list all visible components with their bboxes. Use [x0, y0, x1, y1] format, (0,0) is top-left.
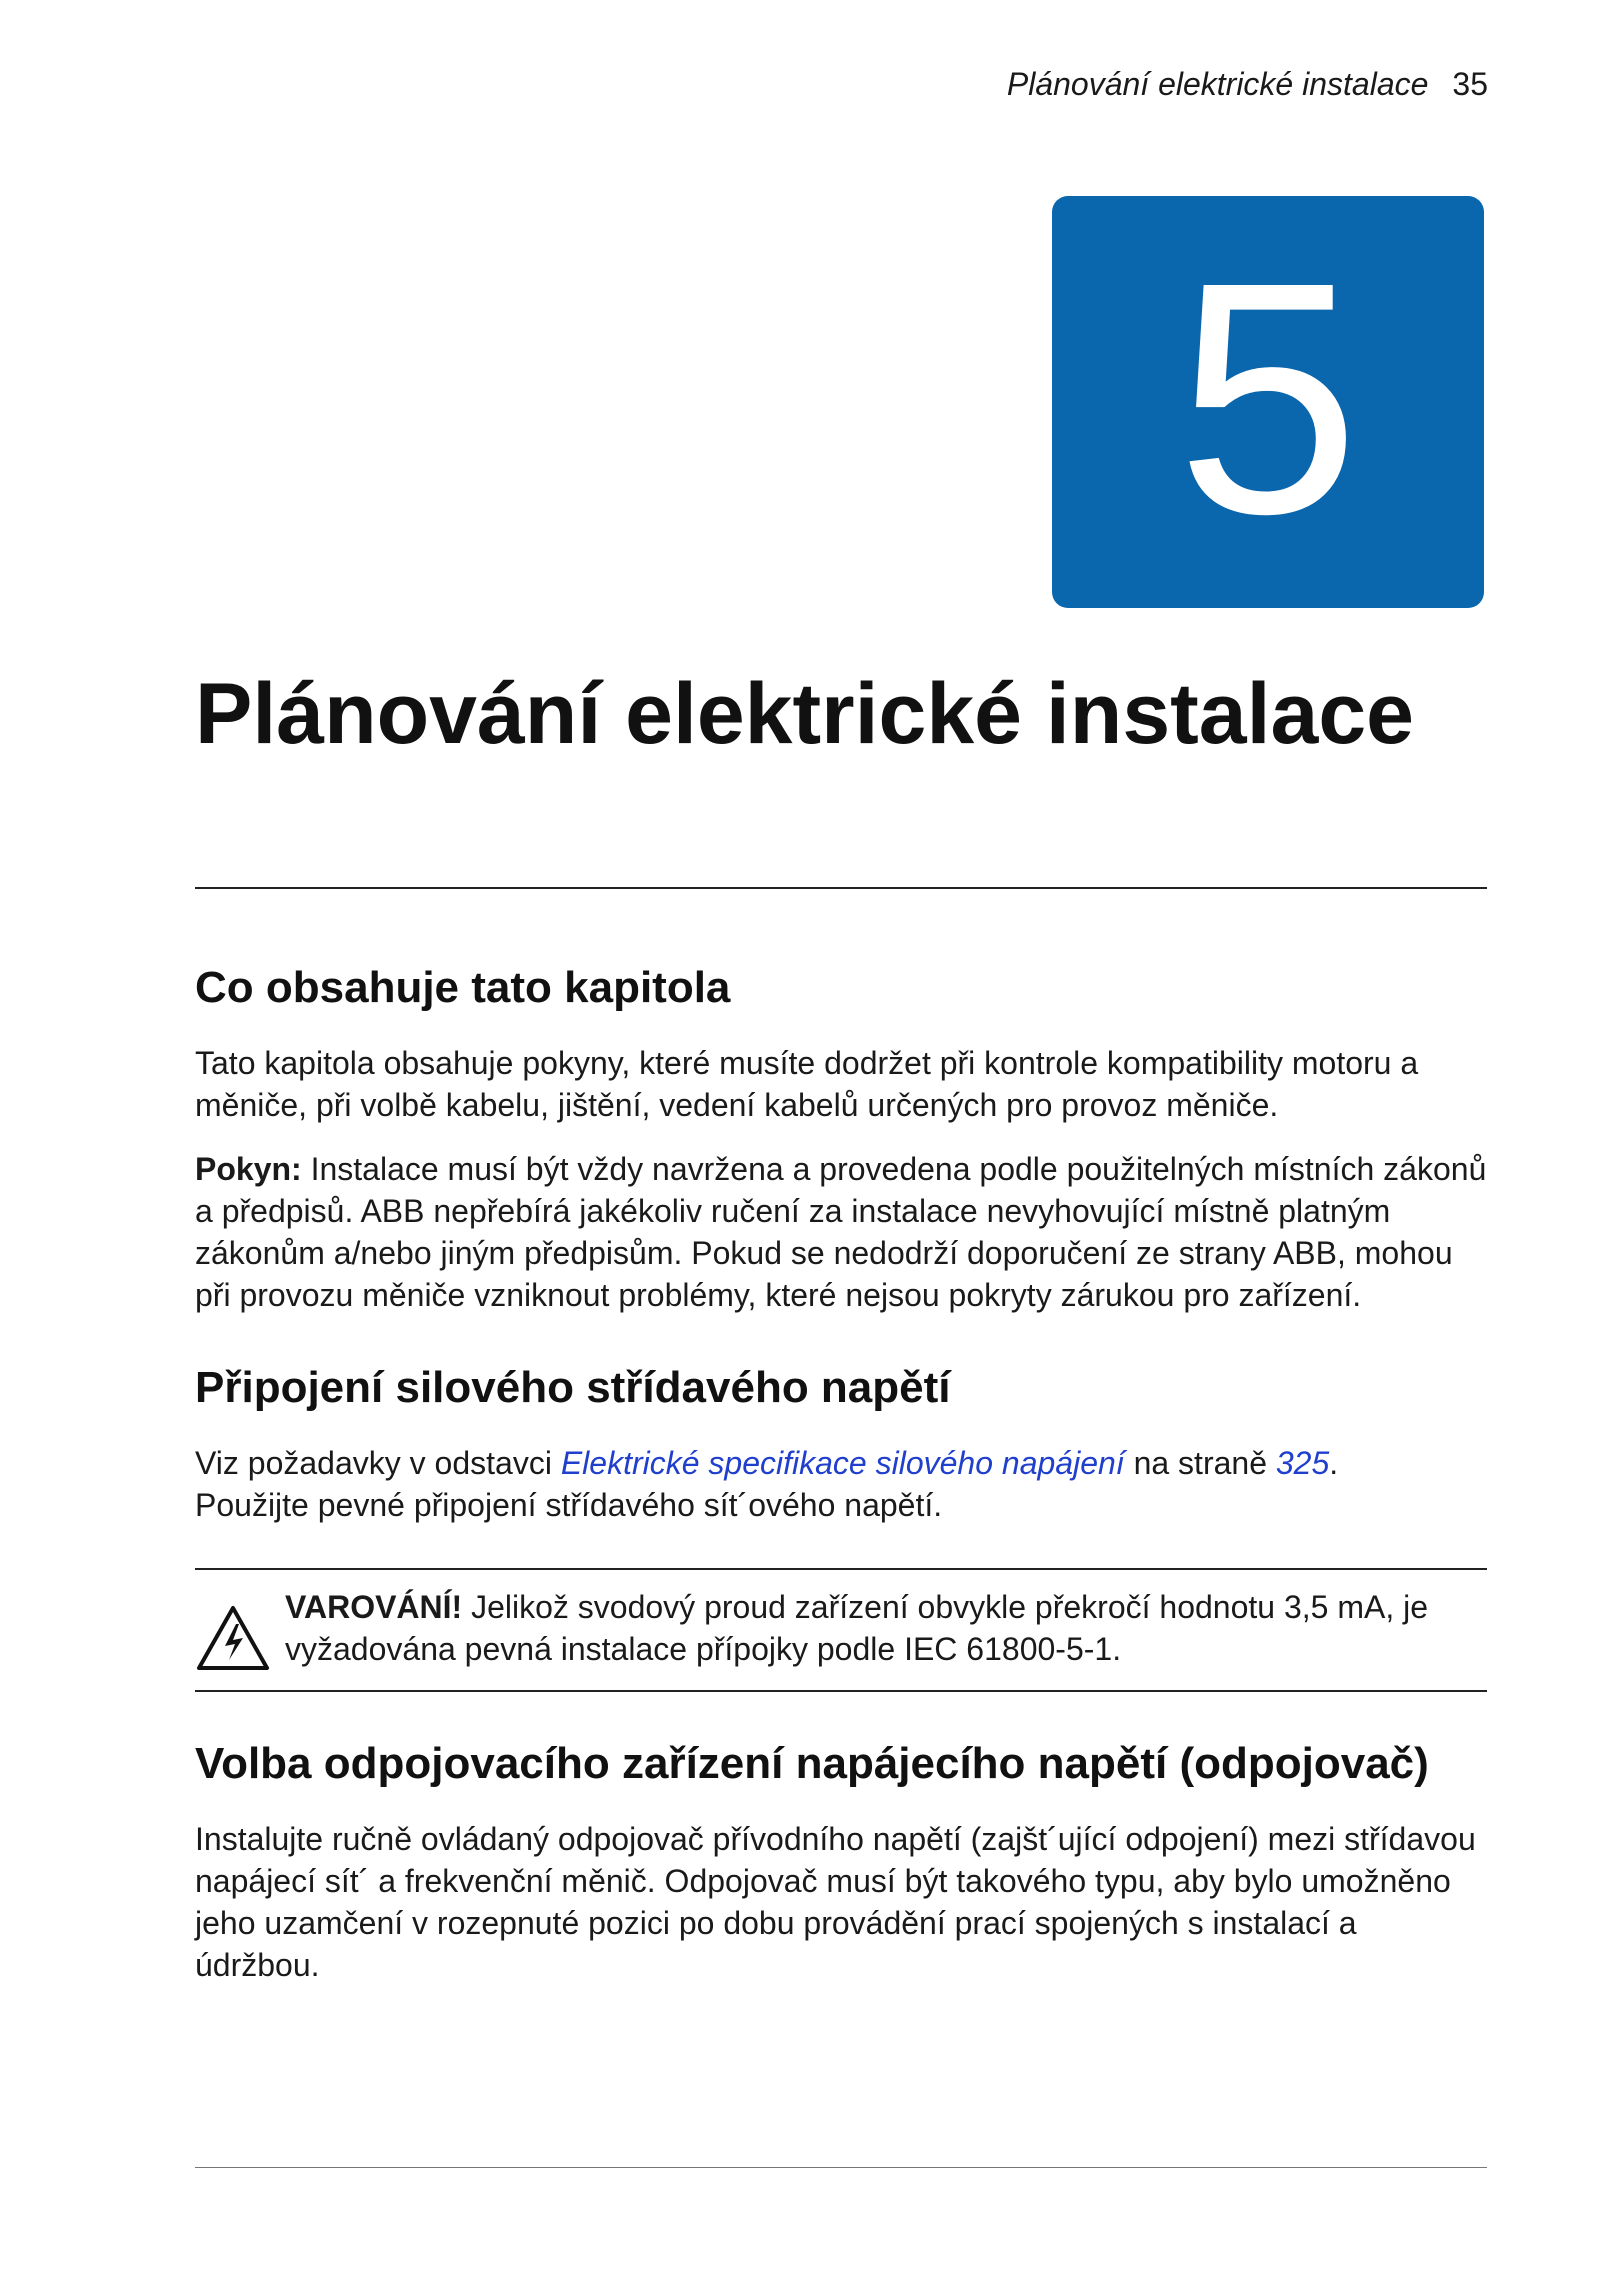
text-fragment: na straně [1124, 1445, 1276, 1481]
section-heading: Volba odpojovacího zařízení napájecího napětí (odpojovač) [195, 1739, 1429, 1788]
section-paragraph: Tato kapitola obsahuje pokyny, které musíte dodržet při kontrole kompatibility motoru a měniče, při volbě kabelu, jištění, vedení kabelů určených pro provoz měniče. [195, 1045, 1419, 1123]
page-content [195, 960, 1487, 2008]
chapter-title: Plánování elektrické instalace [195, 666, 1414, 762]
warning-body: Jelikož svodový proud zařízení obvykle překročí hodnotu 3,5 mA, je vyžadována pevná instalace přípojky podle IEC 61800-5-1. [285, 1589, 1429, 1667]
running-header [1007, 66, 1488, 103]
text-fragment: Viz požadavky v odstavci [195, 1445, 561, 1481]
section-ac-power-connection [195, 1360, 1487, 1692]
running-header-title: Plánování elektrické instalace [1006, 66, 1429, 102]
section-paragraph [195, 1442, 1487, 1526]
chapter-number: 5 [1176, 213, 1360, 582]
section-heading: Připojení silového střídavého napětí [195, 1363, 951, 1412]
warning-box [195, 1568, 1487, 1692]
warning-text [285, 1586, 1487, 1670]
section-paragraph: Instalujte ručně ovládaný odpojovač přívodního napětí (zajšt´ující odpojení) mezi střídavou napájecí sít´ a frekvenční měnič. Odpojovač musí být takového typu, aby bylo umožněno jeho uzamčení v rozepnuté pozici po dobu provádění prací spojených s instalací a údržbou. [195, 1821, 1476, 1983]
text-fragment: Použijte pevné připojení střídavého sít´ového napětí. [195, 1487, 943, 1523]
page-reference-link[interactable]: 325 [1275, 1445, 1330, 1481]
note-paragraph [195, 1148, 1487, 1316]
cross-reference-link[interactable]: Elektrické specifikace silového napájení [560, 1445, 1125, 1481]
warning-label: VAROVÁNÍ! [285, 1589, 463, 1625]
page-number: 35 [1452, 66, 1488, 102]
note-label: Pokyn: [195, 1151, 302, 1187]
chapter-number-box [1052, 196, 1484, 608]
section-chapter-contents [195, 960, 1487, 1316]
note-text: Instalace musí být vždy navržena a provedena podle použitelných místních zákonů a předpisů. ABB nepřebírá jakékoliv ručení za instalace nevyhovující místně platným zákonům a/nebo jiným předpisům. Pokud se nedodrží doporučení ze strany ABB, mohou při provozu měniče vzniknout problémy, které nejsou pokryty zárukou pro zařízení. [195, 1151, 1487, 1313]
section-heading: Co obsahuje tato kapitola [195, 963, 731, 1012]
high-voltage-warning-icon [195, 1604, 271, 1672]
text-fragment: . [1329, 1445, 1339, 1481]
section-disconnect-device [195, 1736, 1487, 1986]
footer-divider [195, 2167, 1487, 2168]
title-divider [195, 887, 1487, 889]
